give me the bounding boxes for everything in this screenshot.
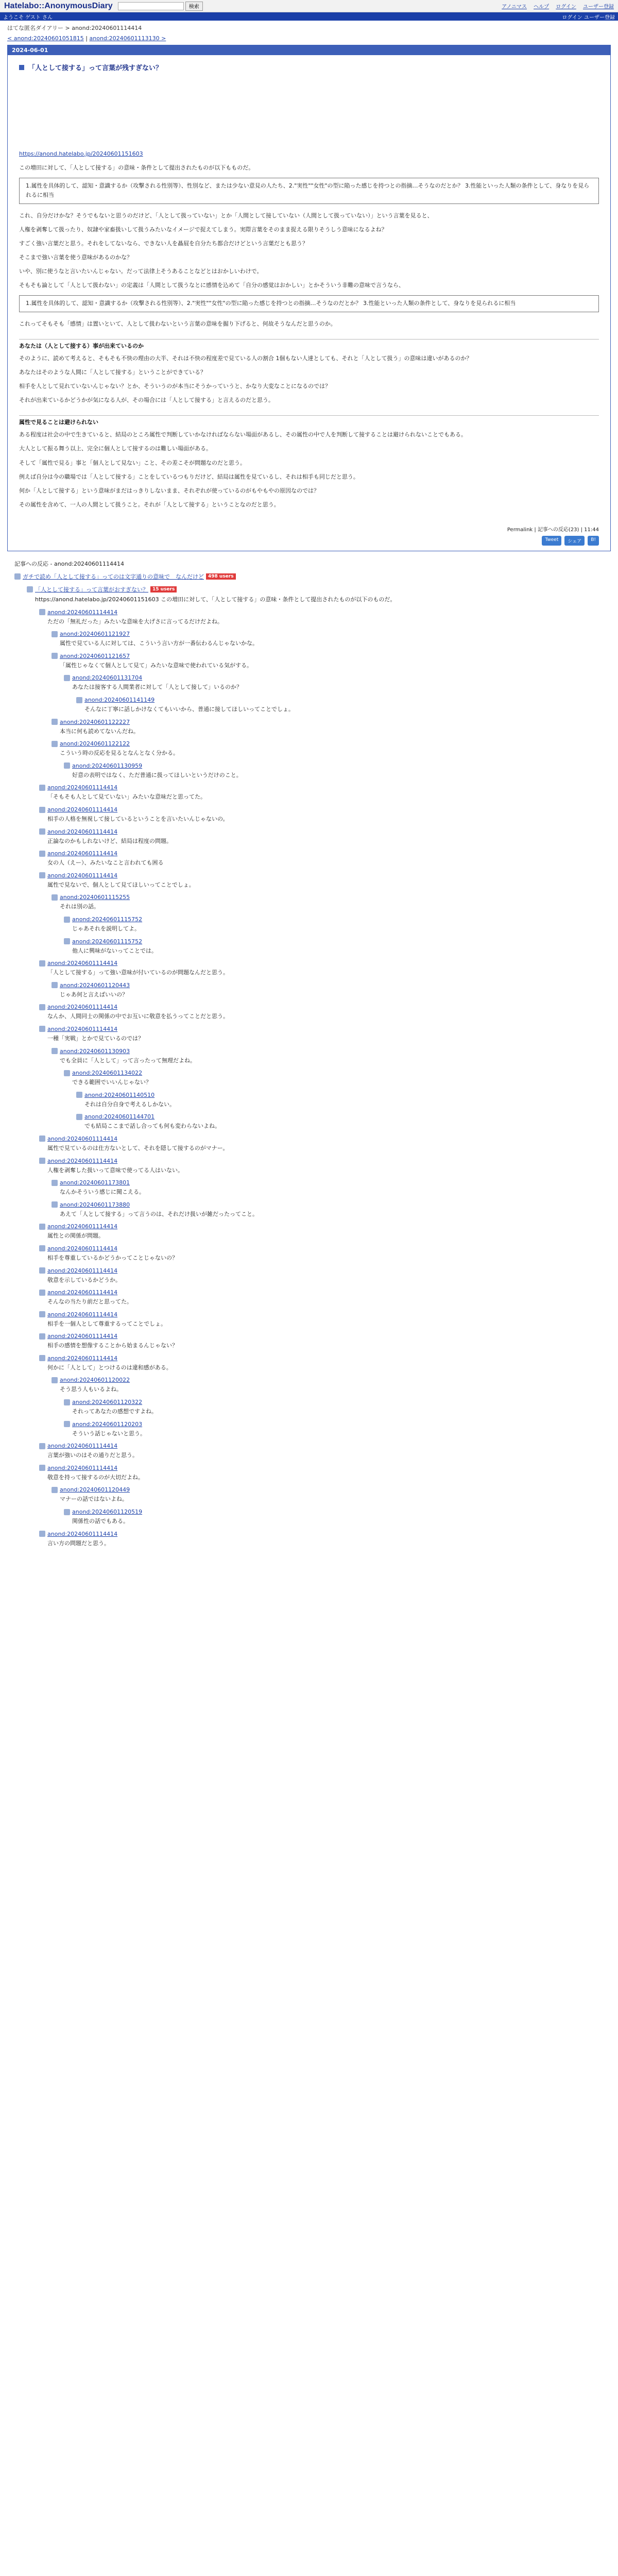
trackback-body: 人権を剥奪した扱いって意味で使ってる人はいない。 (47, 1166, 183, 1174)
top-links (496, 2, 614, 10)
trackback-body: できる範囲でいいんじゃない？ (72, 1079, 151, 1086)
entry-paragraph: この増田に対して、「人として接する」の意味・条件として提出されたものが以下もものだ。 (19, 164, 254, 172)
trackback-item (52, 1048, 611, 1065)
entry-paragraph: 相手を人として見れていないんじゃない？とか、そういうのが本当にそうかっていうと、かなり大変なことになるのでは？ (19, 382, 331, 389)
trackback-link[interactable]: anond:20240601120203 (72, 1420, 143, 1428)
search-button[interactable]: 検索 (185, 2, 203, 11)
trackback-link[interactable]: anond:20240601140510 (84, 1091, 155, 1098)
trackback-link[interactable]: anond:20240601114414 (47, 1157, 118, 1164)
avatar-icon (39, 1443, 45, 1449)
trackback-header (52, 1377, 611, 1383)
trackback-body: 「そもそも人として見ていない」みたいな意味だと思ってた。 (47, 793, 206, 801)
trackback-link[interactable]: anond:20240601115255 (60, 894, 130, 901)
trackback-link[interactable]: anond:20240601114414 (47, 960, 118, 967)
trackback-link[interactable]: anond:20240601114414 (47, 784, 118, 791)
bookmark-users-badge[interactable]: 15 users (150, 586, 177, 592)
avatar-icon (52, 894, 58, 901)
main-content (7, 24, 611, 1548)
avatar-icon (39, 1465, 45, 1471)
trackback-header (39, 960, 611, 967)
trackback-item (39, 1004, 611, 1021)
breadcrumb[interactable]: はてな匿名ダイアリー > anond:20240601114414 (7, 25, 142, 31)
top-bar (0, 0, 618, 12)
entry-paragraph: すごく強い言葉だと思う。それをしてないなら、できない人を贔屓を自分たち都合だけどという言葉だとも思う？ (19, 240, 308, 247)
trackback-item (39, 609, 611, 626)
trackback-link[interactable]: anond:20240601114414 (47, 872, 118, 879)
trackback-body: でも結局ここまで話し合っても何も変わらないよね。 (84, 1123, 220, 1130)
trackback-header (76, 697, 611, 703)
trackback-link[interactable]: anond:20240601115752 (72, 938, 143, 945)
trackback-item (39, 1311, 611, 1329)
trackback-link[interactable]: anond:20240601114414 (47, 1354, 118, 1362)
section-marker-icon (19, 65, 24, 70)
trackback-link[interactable]: anond:20240601120443 (60, 981, 130, 989)
trackback-header (39, 1004, 611, 1010)
trackback-body: https://anond.hatelabo.jp/20240601151603 この増田に対して、「人として接する」の意味・条件として提出されたものが以下のものだ。 (35, 596, 396, 603)
trackback-item (76, 1092, 611, 1109)
avatar-icon (39, 1004, 45, 1010)
trackback-item (64, 938, 611, 956)
trackback-header (39, 1333, 611, 1340)
trackback-header (14, 572, 611, 581)
trackback-header (76, 1113, 611, 1120)
trackback-item (64, 762, 611, 780)
trackback-body: 相手の人格を無視して接しているということを言いたいんじゃないの。 (47, 816, 229, 823)
trackback-item (39, 1355, 611, 1372)
trackback-body: 一種「実戦」とかで見ているのでは？ (47, 1035, 144, 1042)
trackback-link[interactable]: anond:20240601114414 (47, 828, 118, 835)
trackback-item (39, 1443, 611, 1460)
trackback-body: 相手の感情を想像することから始まるんじゃない？ (47, 1342, 178, 1349)
trackback-header (39, 1026, 611, 1032)
entry-body (19, 149, 599, 510)
avatar-icon (52, 1377, 58, 1383)
trackback-item (39, 1136, 611, 1153)
trackback-link[interactable]: anond:20240601114414 (47, 1289, 118, 1296)
avatar-icon (52, 631, 58, 637)
trackback-header (39, 1531, 611, 1537)
trackback-link[interactable]: anond:20240601114414 (47, 1333, 118, 1340)
top-link-anonymous[interactable]: アノニマス (502, 4, 527, 10)
avatar-icon (39, 1311, 45, 1317)
trackback-link[interactable]: anond:20240601114414 (47, 806, 118, 814)
avatar-icon (39, 872, 45, 878)
trackback-body: それは別の話。 (60, 903, 99, 910)
trackback-item (64, 916, 611, 934)
trackback-body: 本当に何も読めてないんだね。 (60, 727, 139, 735)
trackback-header (52, 1201, 611, 1208)
trackback-link[interactable]: anond:20240601114414 (47, 1223, 118, 1230)
avatar-icon (52, 653, 58, 659)
site-logo[interactable]: Hatelabo::AnonymousDiary (4, 1, 113, 10)
trackback-header (52, 653, 611, 659)
trackback-header (52, 1048, 611, 1055)
bookmark-users-badge[interactable]: 498 users (206, 573, 236, 580)
trackback-body: そう思う人もいるよね。 (60, 1386, 122, 1393)
trackback-item (39, 872, 611, 890)
trackback-body: 言い方の問題だと思う。 (47, 1539, 110, 1547)
avatar-icon (39, 609, 45, 615)
trackback-header (64, 1399, 611, 1405)
trackback-body: そんなの当たり前だと思ってた。 (47, 1298, 132, 1306)
trackback-body: 属性との関係が問題。 (47, 1232, 104, 1240)
section-heading: 属性で見ることは避けられない (19, 415, 599, 426)
top-link-help[interactable]: ヘルプ (534, 4, 550, 10)
trackback-item (52, 894, 611, 911)
avatar-icon (27, 586, 33, 592)
trackback-body: 敬意を示しているかどうか。 (47, 1276, 121, 1283)
trackback-body: あなたは接客する人間業者に対して「人として接して」いるのか？ (72, 684, 242, 691)
trackback-body: でも全員に「人として」って言ったって無理だよね。 (60, 1057, 196, 1064)
trackback-item (76, 697, 611, 714)
entry-paragraph: 例えば自分は今の職場では「人として接する」ことをしているつもりだけど、結局は属性を見ているし、それは相手も同じだと思う。 (19, 473, 359, 480)
entry-title[interactable] (19, 62, 599, 72)
trackback-header (52, 894, 611, 901)
trackback-link[interactable]: anond:20240601173801 (60, 1179, 130, 1187)
avatar-icon (39, 807, 45, 813)
trackback-item (27, 585, 611, 604)
trackback-header (39, 1443, 611, 1449)
trackback-header (52, 719, 611, 725)
avatar-icon (39, 851, 45, 857)
avatar-icon (39, 960, 45, 967)
avatar-icon (64, 675, 70, 681)
trackback-body: 関係性の話でもある。 (72, 1518, 129, 1525)
trackback-item (52, 1201, 611, 1219)
top-link-register[interactable]: ユーザー登録 (583, 4, 614, 10)
avatar-icon (39, 1158, 45, 1164)
trackback-body: 正論なのかもしれないけど、結局は程度の問題。 (47, 837, 172, 844)
entry-paragraph: いや、別に使うなと言いたいんじゃない。だって法律上そうあることなどとはおかしいわけで。 (19, 268, 263, 275)
trackback-link[interactable]: anond:20240601131704 (72, 674, 143, 682)
trackback-header (64, 938, 611, 945)
trackback-link[interactable]: anond:20240601141149 (84, 697, 155, 704)
diary-entry (7, 45, 611, 551)
trackback-link[interactable]: ガチで読め「人として接する」ってのは文字通りの意味で なんだけど (23, 573, 204, 581)
avatar-icon (52, 1180, 58, 1186)
trackback-header (64, 674, 611, 681)
trackback-body: 敬意を持って接するのが大切だよね。 (47, 1473, 144, 1481)
trackback-item (64, 1399, 611, 1416)
trackback-body: 他人に興味がないってことでは。 (72, 947, 157, 954)
entry-paragraph: そもそも論として「人として扱わない」の定義は「人間として扱うなとに感情を込めて「自分の感覚はおかしい」とかそういう非難の意味で言うなら、 (19, 282, 404, 289)
trackback-body: 「人として接する」って強い意味が付いているのが問題なんだと思う。 (47, 969, 229, 976)
share-buttons (19, 536, 599, 546)
trackback-link[interactable]: anond:20240601114414 (47, 1464, 118, 1471)
share-button[interactable]: シェア (564, 536, 585, 546)
trackback-header (39, 1223, 611, 1230)
trackback-item (76, 1113, 611, 1131)
trackback-link[interactable]: 「人として接する」って言葉がおすぎない？ (35, 586, 148, 594)
entry-date: 2024-06-01 (8, 45, 610, 55)
entry-nav: < anond:20240601051815 | anond:20240601113130 > (7, 35, 166, 42)
quote-box: 1.属性を具体的して、認知・意識するか（攻撃される性別等）、性別など、または少ない意見の人たち、2."実性""女性"の型に陥った感じを持つとの指摘…そうなのだとか？ 3.性能といった人類の条件として、身なりを見られるに相当 (19, 178, 599, 204)
trackback-link[interactable]: anond:20240601122122 (60, 740, 130, 748)
trackback-header (39, 1465, 611, 1471)
trackback-item (52, 653, 611, 670)
trackback-body: あえて「人として接する」って言うのは、それだけ扱いが雑だったってこと。 (60, 1210, 258, 1217)
entry-paragraph: これ、自分だけかな？そうでもないと思うのだけど、「人として扱っていない」とか「人間として接していない（人間として扱っていない）」という言葉を見ると、 (19, 212, 433, 219)
avatar-icon (64, 1399, 70, 1405)
trackback-item (39, 1223, 611, 1241)
avatar-icon (76, 1092, 82, 1098)
trackback-link[interactable]: anond:20240601120322 (72, 1399, 143, 1406)
trackback-item (14, 572, 611, 581)
trackback-item (39, 1289, 611, 1307)
entry-paragraph: ある程度は社会の中で生きていると、結局のところ属性で判断していかなければならない場面があるし、その属性の中で人を判断して接することは避けられないことでもある。 (19, 431, 467, 438)
trackback-link[interactable]: anond:20240601120519 (72, 1509, 143, 1516)
trackback-header (39, 806, 611, 813)
trackback-header (39, 872, 611, 879)
trackback-tree (14, 572, 611, 1548)
entry-paragraph: その属性を含めて、一人の人間として扱うこと。それが「人として接する」ということなのだと思う。 (19, 501, 280, 508)
trackback-link[interactable]: anond:20240601121657 (60, 652, 130, 659)
trackback-body: それってあなたの感想ですよね。 (72, 1408, 157, 1415)
trackback-header (64, 762, 611, 769)
trackback-header (39, 784, 611, 791)
avatar-icon (39, 1245, 45, 1251)
trackback-link[interactable]: anond:20240601121927 (60, 631, 130, 638)
entry-paragraph: それが出来ているかどうかが気になる人が、その場合には「人として接する」と言えるのだと思う。 (19, 397, 274, 404)
trackback-link[interactable]: anond:20240601144701 (84, 1113, 155, 1121)
trackback-body: なんかそういう感じに聞こえる。 (60, 1189, 145, 1196)
trackback-body: そんなに丁寧に話しかけなくてもいいから、普通に接してほしいってことでしょ。 (84, 706, 294, 713)
trackback-header (39, 850, 611, 857)
entry-paragraph: そのように、読めて考えると、そもそも不快の理由の大半、それは不快の程度差で見ている人の割合 1個もない人達としても、それと「人として扱う」の意味は違いがあるのか？ (19, 354, 472, 362)
trackback-header (52, 1486, 611, 1493)
trackback-header (39, 828, 611, 835)
trackback-link[interactable]: anond:20240601114414 (47, 1135, 118, 1142)
avatar-icon (64, 762, 70, 769)
trackback-header (64, 1421, 611, 1428)
trackback-item (52, 1179, 611, 1197)
trackback-header (39, 1289, 611, 1296)
trackback-header (52, 631, 611, 637)
section-heading: あなたは（人として接する）事が出来ているのか (19, 339, 599, 350)
avatar-icon (39, 1267, 45, 1274)
avatar-icon (52, 1201, 58, 1208)
trackback-item (39, 1158, 611, 1175)
trackback-item (52, 740, 611, 758)
entry-title-text: 「人として接する」って言葉が残すぎない？ (28, 64, 163, 72)
trackback-body: じゃあ何と言えばいいの？ (60, 991, 128, 998)
avatar-icon (39, 1290, 45, 1296)
entry-paragraph: そこまで強い言葉を使う意味があるのかな？ (19, 253, 132, 261)
trackback-body: 属性で見ているのは仕方ないとして、それを隠して接するのがマナー。 (47, 1144, 229, 1151)
entry-paragraph: 何か「人として接する」という意味がまだはっきりしないまま、それぞれが使っているのがもやもやの原因なのでは？ (19, 487, 319, 494)
subbar-links[interactable]: ログイン ユーザー登録 (562, 14, 615, 21)
tweet-button[interactable]: Tweet (542, 536, 561, 546)
avatar-icon (39, 1355, 45, 1361)
bookmark-button[interactable]: B! (588, 536, 599, 546)
trackback-item (64, 1509, 611, 1526)
avatar-icon (39, 1026, 45, 1032)
quote-box: 1.属性を具体的して、認知・意識するか（攻撃される性別等）、2."実性""女性"の型に陥った感じを持つとの指摘…そうなのだとか？ 3.性能といった人類の条件として、身なりを見られるに相当 (19, 295, 599, 312)
trackback-item (39, 1267, 611, 1285)
trackback-header (64, 1509, 611, 1515)
trackback-header (39, 1245, 611, 1252)
trackback-link[interactable]: anond:20240601114414 (47, 608, 118, 616)
trackback-header (64, 916, 611, 923)
trackback-header (39, 1158, 611, 1164)
trackback-body: じゃあそれを説明してよ。 (72, 925, 140, 932)
sub-bar (0, 12, 618, 21)
trackback-item (39, 806, 611, 824)
trackback-link[interactable]: anond:20240601115752 (72, 916, 143, 923)
trackback-body: 何かに「人として」とつけるのは違和感がある。 (47, 1364, 172, 1371)
avatar-icon (76, 697, 82, 703)
trackback-body: こういう時の反応を見るとなんとなく分かる。 (60, 750, 179, 757)
avatar-icon (52, 1048, 58, 1054)
avatar-icon (39, 1333, 45, 1340)
entry-paragraph: 大人として振る舞う以上、完全に個人として接するのは難しい場面がある。 (19, 445, 212, 452)
trackback-item (64, 674, 611, 692)
entry-footer[interactable]: Permalink | 記事への反応(23) | 11:44 (507, 527, 599, 533)
trackback-header (39, 609, 611, 616)
trackback-header (27, 585, 611, 594)
welcome-text: ようこそ ゲスト さん (3, 14, 53, 21)
trackback-item (39, 1026, 611, 1043)
avatar-icon (39, 1224, 45, 1230)
avatar-icon (39, 1531, 45, 1537)
trackback-link[interactable]: anond:20240601134022 (72, 1070, 143, 1077)
trackback-item (39, 1333, 611, 1350)
avatar-icon (64, 917, 70, 923)
avatar-icon (52, 741, 58, 747)
trackback-header (64, 1070, 611, 1076)
search-input[interactable] (118, 2, 184, 10)
trackback-header (39, 1355, 611, 1362)
avatar-icon (52, 982, 58, 988)
trackback-body: それは自分自身で考えるしかない。 (84, 1100, 175, 1108)
trackback-body: 属性で見ている人に対しては、こういう言い方が一番伝わるんじゃないかな。 (60, 640, 258, 647)
entry-paragraph: これってそもそも「感情」は置いといて、人として扱わないという言葉の意味を掘り下げると、何故そうなんだと思うのか。 (19, 320, 336, 327)
trackback-link[interactable]: anond:20240601130959 (72, 762, 143, 769)
avatar-icon (39, 828, 45, 835)
trackback-item (64, 1070, 611, 1087)
trackback-body: 相手を一個人として尊重するってことでしょ。 (47, 1320, 166, 1327)
trackback-item (39, 1531, 611, 1548)
trackback-item (64, 1421, 611, 1438)
trackback-body: 属性で見ないで、個人として見てほしいってことでしょ。 (47, 881, 195, 888)
avatar-icon (76, 1114, 82, 1120)
trackback-link[interactable]: anond:20240601114414 (47, 1530, 118, 1537)
trackback-link[interactable]: anond:20240601114414 (47, 1025, 118, 1032)
avatar-icon (64, 1421, 70, 1427)
avatar-icon (52, 719, 58, 725)
avatar-icon (64, 938, 70, 944)
trackback-header (39, 1311, 611, 1318)
trackback-item (39, 960, 611, 977)
trackback-item (52, 982, 611, 999)
trackback-header (76, 1092, 611, 1098)
trackback-body: 女の人（えー）、みたいなこと言われても困る (47, 859, 164, 867)
trackback-item (39, 828, 611, 846)
trackback-header (52, 740, 611, 747)
trackback-link[interactable]: anond:20240601114414 (47, 1004, 118, 1011)
trackback-link[interactable]: anond:20240601122227 (60, 718, 130, 725)
trackback-item (39, 1465, 611, 1482)
trackback-header (52, 1179, 611, 1186)
trackback-link[interactable]: anond:20240601114414 (47, 1267, 118, 1274)
trackback-header (39, 1267, 611, 1274)
trackback-body: 好意の表明ではなく、ただ普通に扱ってほしいというだけのこと。 (72, 771, 242, 778)
avatar-icon (39, 785, 45, 791)
entry-paragraph: 人権を剥奪して扱ったり、奴隷や家畜扱いして扱うみたいなイメージで捉えてしまう。実際言葉をそのまま捉える限りそうしう意味になるよね？ (19, 226, 387, 233)
trackback-link[interactable]: anond:20240601114414 (47, 1245, 118, 1252)
prev-entry-link[interactable]: < anond:20240601051815 (7, 35, 84, 42)
trackback-link[interactable]: anond:20240601120449 (60, 1486, 130, 1494)
avatar-icon (64, 1070, 70, 1076)
trackback-item (39, 784, 611, 802)
trackback-body: ただの「無礼だった」みたいな意味を大げさに言ってるだけだよね。 (47, 618, 223, 625)
trackback-item (52, 1486, 611, 1504)
trackback-body: 言葉が強いのはその通りだと思う。 (47, 1452, 138, 1459)
avatar-icon (39, 1136, 45, 1142)
avatar-icon (14, 573, 21, 580)
top-link-login[interactable]: ログイン (556, 4, 576, 10)
trackback-item (39, 1245, 611, 1263)
trackback-link[interactable]: anond:20240601114414 (47, 1311, 118, 1318)
trackback-header (39, 1136, 611, 1142)
trackback-item (52, 719, 611, 736)
trackback-header (52, 982, 611, 989)
avatar-icon (64, 1509, 70, 1515)
entry-paragraph: そして「属性で見る」事と「個人として見ない」こと、その差こそが問題なのだと思う。 (19, 459, 246, 466)
trackback-body: なんか、人間同士の関係の中でお互いに敬意を払うってことだと思う。 (47, 1013, 229, 1020)
trackback-body: 相手を尊重しているかどうかってことじゃないの？ (47, 1254, 178, 1261)
trackback-body: 「属性じゃなくて個人として見て」みたいな意味で使われている気がする。 (60, 662, 252, 669)
trackback-item (52, 1377, 611, 1394)
trackback-item (52, 631, 611, 648)
trackback-link[interactable]: anond:20240601120022 (60, 1377, 130, 1384)
trackback-body: そういう話じゃないと思う。 (72, 1430, 146, 1437)
source-link[interactable]: https://anond.hatelabo.jp/20240601151603 (19, 150, 143, 157)
trackback-link[interactable]: anond:20240601173880 (60, 1201, 130, 1208)
next-entry-link[interactable]: anond:20240601113130 > (89, 35, 166, 42)
trackbacks-title: 記事への反応 - anond:20240601114414 (14, 561, 125, 568)
trackback-item (39, 850, 611, 868)
avatar-icon (52, 1487, 58, 1493)
trackback-body: マナーの話ではないよね。 (60, 1496, 128, 1503)
trackback-link[interactable]: anond:20240601114414 (47, 1443, 118, 1450)
trackback-link[interactable]: anond:20240601130903 (60, 1047, 130, 1055)
entry-paragraph: あなたはそのような人間に「人として接する」ということができている？ (19, 368, 206, 376)
trackback-link[interactable]: anond:20240601114414 (47, 850, 118, 857)
